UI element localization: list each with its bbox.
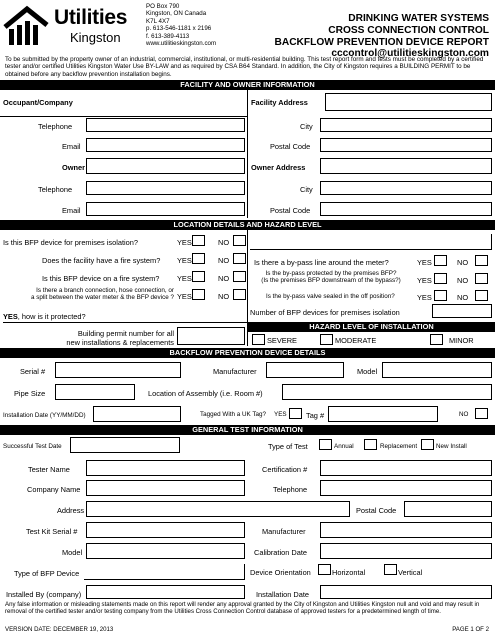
test-annual-label: Annual — [334, 443, 354, 450]
device-manufacturer-field[interactable] — [266, 362, 344, 378]
how-protected-text: , how is it protected? — [17, 312, 86, 321]
installed-by-label: Installed By (company) — [6, 590, 82, 599]
installed-by-field[interactable] — [86, 585, 245, 599]
bfp-fire-system-question: Is this BFP device on a fire system? — [42, 274, 160, 283]
location-assembly-label: Location of Assembly (i.e. Room #) — [148, 389, 263, 398]
bfp-fire-no-checkbox[interactable] — [233, 271, 246, 282]
premises-isolation-no-checkbox[interactable] — [233, 235, 246, 246]
divider — [247, 90, 248, 218]
address-label: Address — [57, 506, 85, 515]
utilities-kingston-logo-icon — [3, 5, 49, 47]
page-number: PAGE 1 OF 2 — [452, 626, 489, 633]
company-name-field[interactable] — [86, 480, 245, 496]
title-line: BACKFLOW PREVENTION DEVICE REPORT — [274, 36, 489, 48]
yes-label: YES — [177, 256, 192, 265]
model-label: Model — [357, 367, 378, 376]
telephone-label: Telephone — [273, 485, 308, 494]
company-name-label: Company Name — [27, 485, 81, 494]
calibration-date-label: Calibration Date — [254, 548, 307, 557]
premises-isolation-question: Is this BFP device for premises isolation? — [3, 238, 139, 247]
no-label: NO — [457, 258, 469, 267]
permit-line: new installations & replacements — [66, 338, 174, 347]
address-line: K7L 4X7 — [146, 17, 170, 25]
tag-number-label: Tag # — [306, 411, 325, 420]
question-line: a split between the water meter & the BFP device ? — [30, 294, 174, 301]
intro-text: To be submitted by the property owner of an industrial, commercial, institutional, or multi-residential building. This test report form and tests must be completed by a certified tester and/or certified Utilities Kingston Water Use BY-LAW and as required by CSA B64 Standard. In addition, the City of Kingston requires a BUILDING PERMIT to be obtained before any backflow prevention installation begins. — [5, 56, 484, 78]
fire-system-no-checkbox[interactable] — [233, 253, 246, 264]
owner-city-field[interactable] — [320, 181, 492, 195]
device-install-date-field[interactable] — [93, 406, 181, 422]
bfp-count-label: Number of BFP devices for premises isolation — [250, 308, 400, 317]
orientation-horizontal-checkbox[interactable] — [318, 564, 331, 575]
bypass-protected-question — [250, 270, 412, 284]
address-line: PO Box 790 — [146, 3, 180, 10]
test-replacement-checkbox[interactable] — [364, 439, 377, 450]
orientation-vertical-label: Vertical — [398, 568, 423, 577]
hazard-severe-checkbox[interactable] — [252, 334, 265, 345]
yes-label: YES — [177, 292, 192, 301]
postal-code-label: Postal Code — [356, 506, 397, 515]
tag-number-field[interactable] — [328, 406, 438, 422]
hazard-minor-checkbox[interactable] — [430, 334, 443, 345]
telephone-label: Telephone — [38, 185, 73, 194]
orientation-horizontal-label: Horizontal — [332, 568, 366, 577]
question-line: Is there a branch connection, hose connection, or — [36, 287, 174, 294]
kit-serial-field[interactable] — [86, 522, 245, 538]
facility-address-label: Facility Address — [251, 98, 308, 107]
rule — [0, 116, 247, 117]
bfp-type-label: Type of BFP Device — [14, 569, 80, 578]
bypass-sealed-no-checkbox[interactable] — [475, 290, 488, 301]
address-line: p. 613-546-1181 x 2196 — [146, 25, 212, 33]
uk-tag-question: Tagged With a UK Tag? — [200, 411, 267, 418]
fire-system-yes-checkbox[interactable] — [192, 253, 205, 264]
model-label: Model — [62, 548, 83, 557]
no-label: NO — [218, 274, 230, 283]
bypass-yes-checkbox[interactable] — [434, 255, 447, 266]
test-install-date-label: Installation Date — [256, 590, 309, 599]
title-line: CROSS CONNECTION CONTROL — [328, 24, 489, 36]
owner-address-field[interactable] — [320, 158, 492, 174]
hazard-minor-label: MINOR — [449, 336, 474, 345]
protected-answer-line[interactable] — [3, 322, 247, 323]
type-of-test-label: Type of Test — [268, 442, 308, 451]
telephone-label: Telephone — [38, 122, 73, 131]
owner-address-label: Owner Address — [251, 163, 306, 172]
location-assembly-field[interactable] — [282, 384, 492, 400]
test-new-install-checkbox[interactable] — [421, 439, 434, 450]
no-label: NO — [218, 256, 230, 265]
contact-email: cccontrol@utilitieskingston.com — [331, 48, 489, 60]
contact-address — [146, 3, 216, 47]
email-label: Email — [62, 206, 81, 215]
test-date-field[interactable] — [70, 437, 180, 453]
yes-emphasis: YES — [3, 312, 18, 321]
bfp-count-field[interactable] — [432, 304, 492, 318]
hazard-moderate-label: MODERATE — [335, 336, 377, 345]
company-address-field[interactable] — [86, 501, 350, 517]
facility-city-field[interactable] — [320, 118, 492, 132]
permit-line: Building permit number for all — [77, 329, 174, 338]
city-label: City — [300, 122, 313, 131]
question-line: Is the by-pass protected by the premises BFP? — [265, 270, 397, 277]
section-hazard-header: HAZARD LEVEL OF INSTALLATION — [248, 322, 495, 332]
postal-code-label: Postal Code — [270, 142, 311, 151]
no-label: NO — [457, 276, 469, 285]
device-install-date-label: Installation Date (YY/MM/DD) — [3, 412, 86, 419]
title-line: DRINKING WATER SYSTEMS — [348, 13, 489, 24]
yes-label: YES — [177, 274, 192, 283]
test-annual-checkbox[interactable] — [319, 439, 332, 450]
certification-label: Certification # — [262, 465, 308, 474]
pipe-size-field[interactable] — [55, 384, 135, 400]
calibration-date-field[interactable] — [320, 543, 492, 559]
postal-code-label: Postal Code — [270, 206, 311, 215]
kit-model-field[interactable] — [86, 543, 245, 559]
test-date-label: Successful Test Date — [3, 443, 62, 450]
bypass-sealed-question: Is the by-pass valve sealed in the off position? — [266, 293, 395, 300]
owner-telephone-field[interactable] — [86, 181, 245, 195]
question-line: (Is the premises BFP downstream of the bypass?) — [261, 277, 401, 284]
hazard-moderate-checkbox[interactable] — [320, 334, 333, 345]
bypass-question: Is there a by-pass line around the meter? — [254, 258, 389, 267]
permit-number-field[interactable] — [177, 327, 245, 345]
test-install-date-field[interactable] — [320, 585, 492, 599]
disclaimer: Any false information or misleading statements made on this report will render any approval granted by the City of Kingston and Utilities Kingston null and void and may result in removal of the certified tester and/or testing company from the Utilities Cross Connection Control database of approved testers for a predetermined length of time. — [5, 601, 480, 615]
address-line: www.utilitieskingston.com — [146, 40, 217, 48]
bypass-no-checkbox[interactable] — [475, 255, 488, 266]
no-label: NO — [459, 411, 469, 418]
facility-email-field[interactable] — [86, 138, 245, 152]
test-new-install-label: New Install — [436, 443, 467, 450]
facility-telephone-field[interactable] — [86, 118, 245, 132]
header — [0, 0, 495, 60]
permit-label — [3, 329, 174, 347]
section-device-header: BACKFLOW PREVENTION DEVICE DETAILS — [0, 348, 495, 358]
address-line: f. 613-389-4113 — [146, 32, 190, 40]
owner-postal-field[interactable] — [320, 202, 492, 216]
yes-label: YES — [417, 258, 432, 267]
pipe-size-label: Pipe Size — [14, 389, 46, 398]
water-meter-field[interactable] — [250, 234, 492, 250]
version-date: VERSION DATE: DECEMBER 19, 2013 — [5, 626, 114, 633]
yes-label: YES — [417, 276, 432, 285]
logo-subtitle: Kingston — [70, 30, 121, 45]
how-protected-question — [3, 312, 86, 321]
city-label: City — [300, 185, 313, 194]
branch-connection-question — [3, 287, 174, 301]
no-label: NO — [218, 292, 230, 301]
tester-name-label: Tester Name — [28, 465, 70, 474]
yes-label: YES — [417, 293, 432, 302]
occupant-label: Occupant/Company — [3, 98, 73, 107]
bypass-protected-yes-checkbox[interactable] — [434, 273, 447, 284]
fire-system-question: Does the facility have a fire system? — [42, 256, 161, 265]
orientation-label: Device Orientation — [250, 568, 311, 577]
tester-name-field[interactable] — [86, 460, 245, 476]
manufacturer-label: Manufacturer — [262, 527, 306, 536]
no-label: NO — [218, 238, 230, 247]
address-line: Kingston, ON Canada — [146, 10, 207, 18]
company-telephone-field[interactable] — [320, 480, 492, 496]
owner-email-field[interactable] — [86, 202, 245, 216]
section-facility-header: FACILITY AND OWNER INFORMATION — [0, 80, 495, 90]
manufacturer-label: Manufacturer — [213, 367, 257, 376]
hazard-severe-label: SEVERE — [267, 336, 297, 345]
yes-label: YES — [274, 411, 287, 418]
certification-field[interactable] — [320, 460, 492, 476]
form-title — [274, 13, 489, 60]
owner-field[interactable] — [86, 158, 245, 174]
no-label: NO — [457, 293, 469, 302]
email-label: Email — [62, 142, 81, 151]
uk-tag-yes-checkbox[interactable] — [289, 408, 302, 419]
facility-postal-field[interactable] — [320, 138, 492, 152]
serial-field[interactable] — [55, 362, 181, 378]
logo-wordmark: Utilities — [54, 6, 128, 29]
branch-yes-checkbox[interactable] — [192, 289, 205, 300]
yes-label: YES — [177, 238, 192, 247]
kit-serial-label: Test Kit Serial # — [26, 527, 78, 536]
premises-isolation-yes-checkbox[interactable] — [192, 235, 205, 246]
bypass-protected-no-checkbox[interactable] — [475, 273, 488, 284]
branch-no-checkbox[interactable] — [233, 289, 246, 300]
owner-label: Owner — [62, 163, 85, 172]
uk-tag-no-checkbox[interactable] — [475, 408, 488, 419]
facility-address-field[interactable] — [325, 93, 492, 111]
device-model-field[interactable] — [382, 362, 492, 378]
bfp-type-field[interactable] — [84, 564, 245, 580]
kit-manufacturer-field[interactable] — [320, 522, 492, 538]
test-replacement-label: Replacement — [380, 443, 418, 450]
bfp-fire-yes-checkbox[interactable] — [192, 271, 205, 282]
section-location-header: LOCATION DETAILS AND HAZARD LEVEL — [0, 220, 495, 230]
section-test-header: GENERAL TEST INFORMATION — [0, 425, 495, 435]
serial-label: Serial # — [20, 367, 46, 376]
company-postal-field[interactable] — [404, 501, 492, 517]
bypass-sealed-yes-checkbox[interactable] — [434, 290, 447, 301]
orientation-vertical-checkbox[interactable] — [384, 564, 397, 575]
